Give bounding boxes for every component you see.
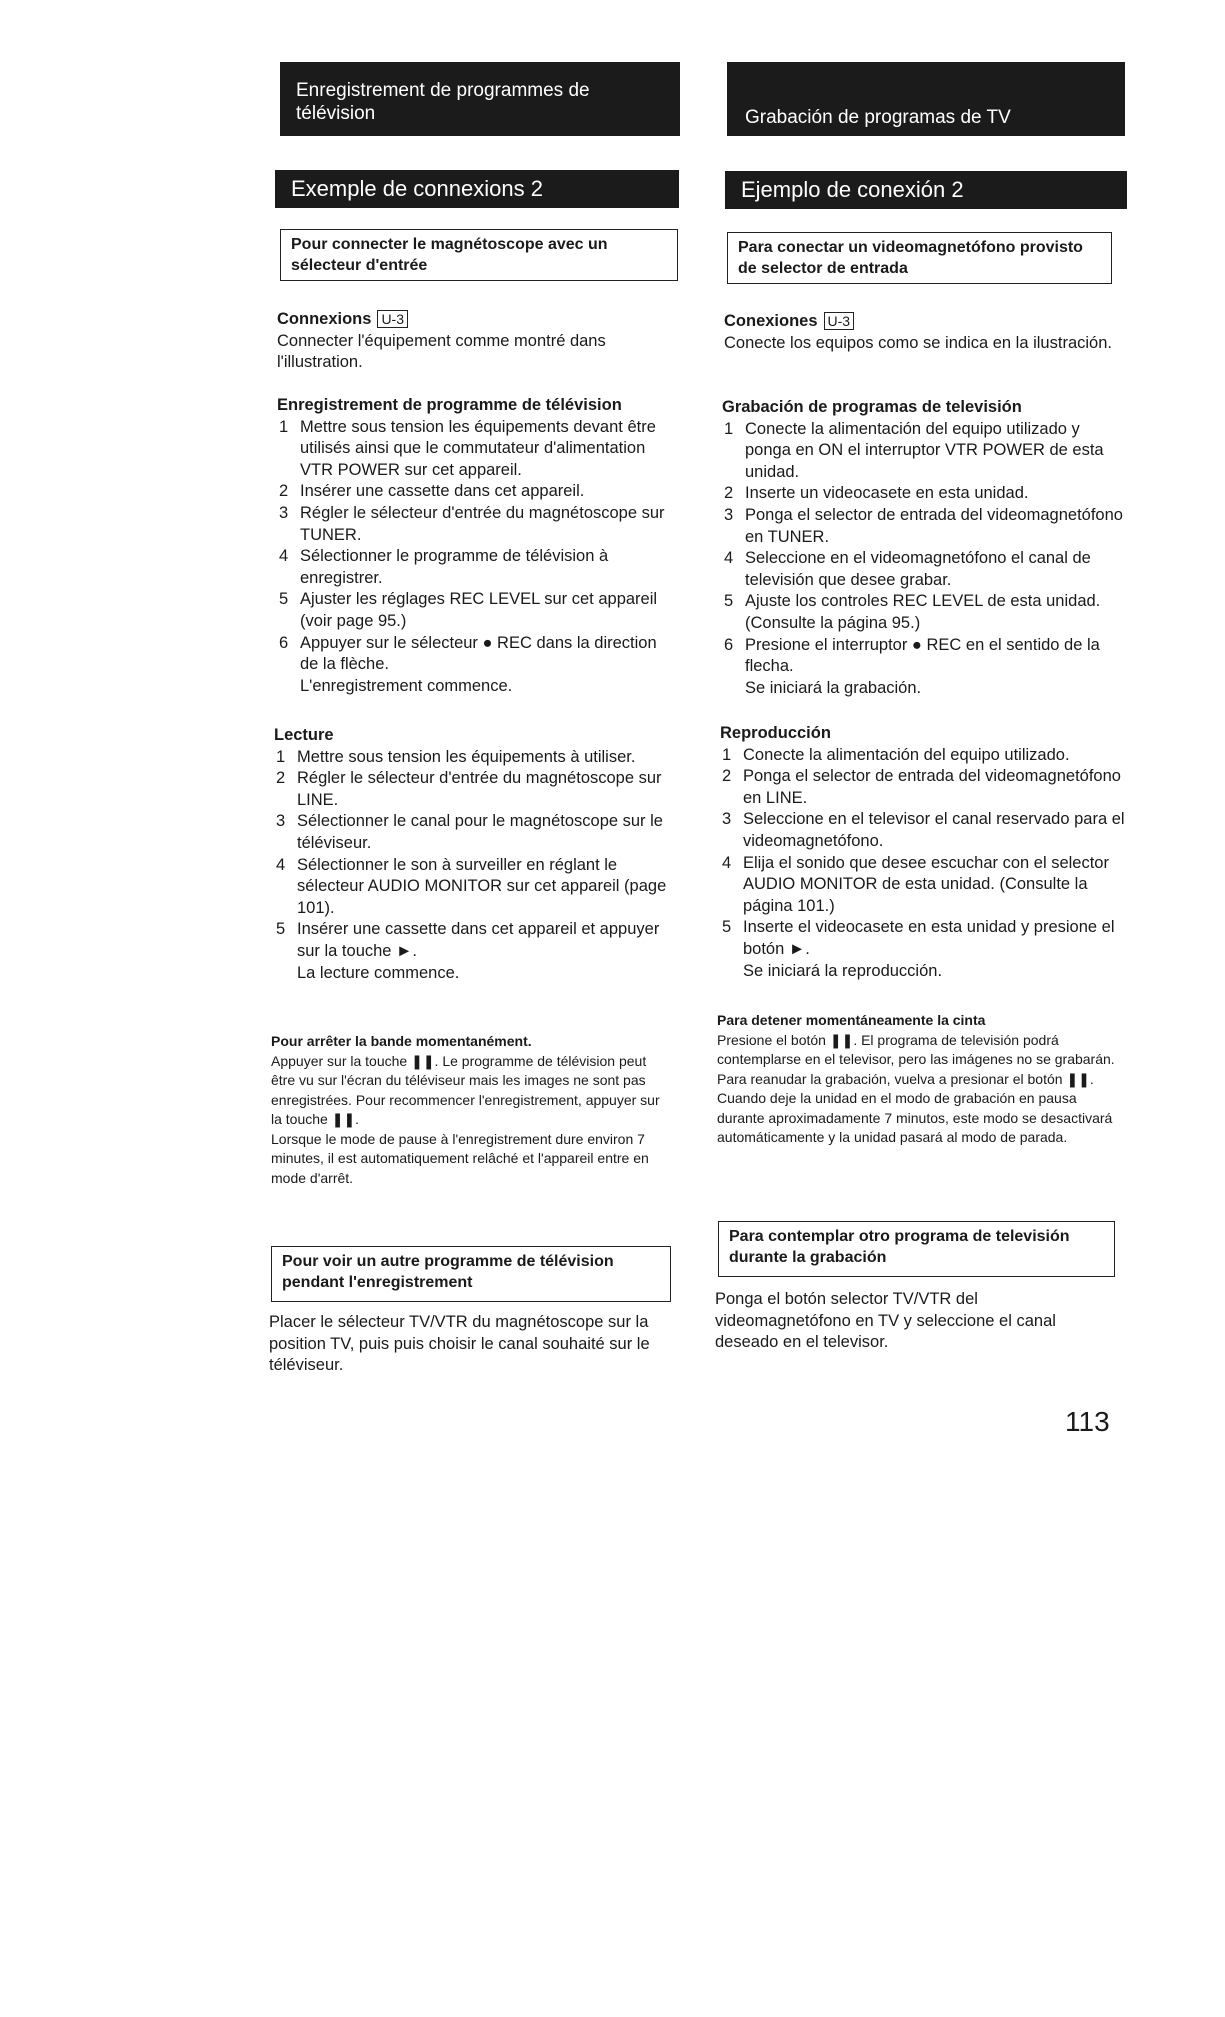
step-number: 2 [279, 482, 289, 501]
step-text: Elija el sonido que desee escuchar con el selector AUDIO MONITOR de esta unidad. (Consulte la página 101.) [743, 853, 1109, 915]
fr-other-program-box-line: Pour voir un autre programme de télévision [282, 1253, 614, 1270]
step-number: 4 [722, 853, 732, 872]
es-connections-heading-text: Conexiones [724, 312, 818, 330]
fr-chapter-header-line: Enregistrement de programmes de [296, 80, 590, 101]
step-number: 2 [722, 767, 732, 786]
step-text: Ponga el selector de entrada del videomagnetófono en TUNER. [745, 505, 1123, 546]
step-number: 6 [279, 633, 289, 652]
es-recording-heading: Grabación de programas de televisión [722, 398, 1022, 416]
step-text: Conecte la alimentación del equipo utilizado y ponga en ON el interruptor VTR POWER de esta unidad. [745, 419, 1104, 481]
fr-connect-box-line: sélecteur d'entrée [291, 257, 428, 274]
fr-recording-heading: Enregistrement de programme de télévision [277, 396, 622, 414]
list-item [277, 417, 677, 482]
fr-connections-heading-text: Connexions [277, 310, 372, 328]
es-pause-note-heading: Para detener momentáneamente la cinta [717, 1012, 986, 1028]
fr-other-program-box [271, 1246, 671, 1302]
es-playback-heading: Reproducción [720, 724, 831, 742]
es-figure-ref: U-3 [824, 312, 855, 330]
step-text: Ajuste los controles REC LEVEL de esta unidad. (Consulte la página 95.) [745, 592, 1101, 632]
step-number: 1 [279, 417, 289, 436]
list-item [274, 855, 674, 920]
es-connections-text: Conecte los equipos como se indica en la ilustración. [724, 333, 1112, 352]
step-number: 5 [279, 590, 289, 609]
step-text: Insérer une cassette dans cet appareil. [300, 482, 585, 501]
step-text: Conecte la alimentación del equipo utilizado. [743, 745, 1070, 764]
step-result: Se iniciará la grabación. [745, 678, 922, 697]
step-text: Sélectionner le son à surveiller en réglant le sélecteur AUDIO MONITOR sur cet appareil (page 101). [297, 855, 667, 917]
list-item [274, 919, 674, 984]
es-section-title: Ejemplo de conexión 2 [725, 171, 1127, 209]
step-text: Presione el interruptor ● REC en el sentido de la flecha. [745, 635, 1100, 676]
es-pause-note [717, 1011, 1117, 1148]
step-text: Ajuster les réglages REC LEVEL sur cet appareil (voir page 95.) [300, 590, 658, 630]
step-number: 6 [724, 635, 734, 654]
step-number: 2 [276, 769, 286, 788]
list-item [722, 483, 1127, 505]
es-connect-box-line: Para conectar un videomagnetófono provisto [738, 239, 1083, 256]
step-text: Seleccione en el videomagnetófono el canal de televisión que desee grabar. [745, 549, 1091, 589]
fr-connections [277, 309, 677, 374]
list-item [722, 635, 1127, 700]
step-number: 5 [722, 918, 732, 937]
list-item [277, 481, 677, 503]
fr-connections-text: Connecter l'équipement comme montré dans l'illustration. [277, 331, 606, 372]
list-item [722, 419, 1127, 484]
es-chapter-header-line: Grabación de programas de TV [745, 107, 1011, 128]
list-item [277, 503, 677, 546]
fr-pause-note-heading: Pour arrêter la bande momentanément. [271, 1033, 532, 1049]
list-item [722, 505, 1127, 548]
page-number: 113 [1065, 1406, 1110, 1437]
list-item [720, 917, 1125, 982]
step-number: 5 [276, 920, 286, 939]
es-other-program-box [718, 1221, 1115, 1277]
step-number: 1 [724, 419, 734, 438]
list-item [720, 809, 1125, 852]
es-other-program-box-line: durante la grabación [729, 1249, 887, 1266]
es-connections [724, 311, 1124, 354]
list-item [277, 546, 677, 589]
step-number: 5 [724, 592, 734, 611]
fr-connect-box-line: Pour connecter le magnétoscope avec un [291, 236, 608, 253]
fr-section-title: Exemple de connexions 2 [275, 170, 679, 208]
list-item [722, 548, 1127, 591]
es-connections-heading [724, 311, 1124, 333]
fr-pause-note [271, 1032, 667, 1188]
step-number: 3 [276, 812, 286, 831]
es-connect-box [727, 232, 1112, 284]
step-number: 4 [276, 855, 286, 874]
fr-pause-note-text: Appuyer sur la touche ❚❚. Le programme de télévision peut être vu sur l'écran du téléviseur mais les images ne sont pas enregistrées. Pour recommencer l'enregistrement, appuyer sur la touche ❚❚. [271, 1052, 660, 1127]
step-number: 1 [276, 747, 286, 766]
es-connect-box-line: de selector de entrada [738, 260, 908, 277]
step-number: 3 [279, 503, 289, 522]
step-text: Seleccione en el televisor el canal reservado para el videomagnetófono. [743, 810, 1125, 850]
fr-playback [274, 725, 674, 984]
list-item [274, 811, 674, 854]
step-text: Inserte un videocasete en esta unidad. [745, 484, 1029, 503]
fr-chapter-header-line: télévision [296, 103, 376, 124]
es-other-program-box-line: Para contemplar otro programa de televisión [729, 1228, 1070, 1245]
step-number: 3 [722, 810, 732, 829]
fr-figure-ref: U-3 [377, 310, 408, 328]
fr-other-program-box-line: pendant l'enregistrement [282, 1274, 473, 1291]
step-text: Mettre sous tension les équipements devant être utilisés ainsi que le commutateur d'alimentation VTR POWER sur cet appareil. [300, 417, 656, 479]
fr-connections-heading [277, 309, 677, 331]
list-item [720, 745, 1125, 767]
step-text: Régler le sélecteur d'entrée du magnétoscope sur LINE. [297, 769, 662, 809]
list-item [277, 589, 677, 632]
es-playback [720, 723, 1125, 982]
fr-connect-box [280, 229, 678, 281]
es-chapter-header [727, 62, 1125, 136]
step-number: 3 [724, 505, 734, 524]
list-item [722, 591, 1127, 634]
step-text: Appuyer sur le sélecteur ● REC dans la direction de la flèche. [300, 633, 657, 674]
es-pause-note-text: Presione el botón ❚❚. El programa de televisión podrá contemplarse en el televisor, pero las imágenes no se grabarán. Para reanudar la grabación, vuelva a presionar el botón ❚❚. [717, 1031, 1115, 1087]
step-text: Régler le sélecteur d'entrée du magnétoscope sur TUNER. [300, 503, 665, 544]
es-recording [722, 397, 1127, 699]
step-text: Sélectionner le canal pour le magnétoscope sur le téléviseur. [297, 812, 663, 852]
step-text: Sélectionner le programme de télévision à enregistrer. [300, 547, 609, 587]
step-number: 1 [722, 745, 732, 764]
step-text: Ponga el selector de entrada del videomagnetófono en LINE. [743, 767, 1121, 807]
step-result: La lecture commence. [297, 963, 460, 982]
step-number: 2 [724, 484, 734, 503]
fr-playback-heading: Lecture [274, 726, 334, 744]
step-number: 4 [724, 549, 734, 568]
es-other-program-text: Ponga el botón selector TV/VTR del videomagnetófono en TV y seleccione el canal deseado en el televisor. [715, 1290, 1056, 1352]
step-number: 4 [279, 547, 289, 566]
es-pause-note-text: Cuando deje la unidad en el modo de grabación en pausa durante aproximadamente 7 minutos, este modo se desactivará automáticamente y la unidad pasará al modo de parada. [717, 1090, 1113, 1145]
list-item [274, 768, 674, 811]
step-result: Se iniciará la reproducción. [743, 961, 943, 980]
list-item [277, 633, 677, 698]
step-text: Mettre sous tension les équipements à utiliser. [297, 747, 636, 766]
step-result: L'enregistrement commence. [300, 676, 513, 695]
fr-other-program-text: Placer le sélecteur TV/VTR du magnétoscope sur la position TV, puis puis choisir le canal souhaité sur le téléviseur. [269, 1313, 650, 1375]
step-text: Inserte el videocasete en esta unidad y presione el botón ►. [743, 918, 1115, 958]
fr-chapter-header [280, 62, 680, 136]
fr-pause-note-text: Lorsque le mode de pause à l'enregistrement dure environ 7 minutes, il est automatiquement relâché et l'appareil entre en mode d'arrêt. [271, 1130, 649, 1186]
list-item [720, 766, 1125, 809]
fr-recording [277, 395, 677, 697]
list-item [274, 747, 674, 769]
step-text: Insérer une cassette dans cet appareil et appuyer sur la touche ►. [297, 920, 660, 960]
list-item [720, 853, 1125, 918]
